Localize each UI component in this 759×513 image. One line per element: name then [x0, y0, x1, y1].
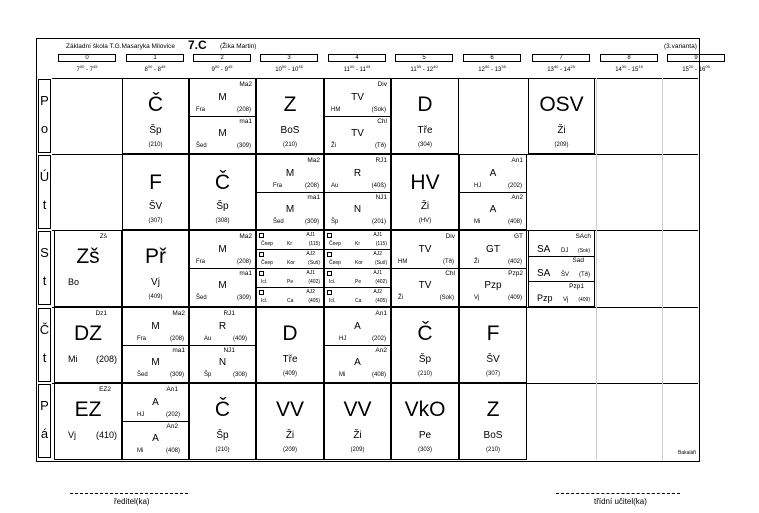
room: (307)	[148, 218, 163, 224]
room: (208)	[304, 183, 319, 189]
room: (309)	[169, 372, 184, 378]
day-letter: t	[42, 350, 47, 365]
lesson-fri-0[interactable]	[54, 383, 122, 460]
group-label: Ma2	[239, 81, 252, 88]
group-label: Ma2	[307, 157, 320, 164]
group-label: AJ2	[373, 251, 382, 257]
lesson-tue-3[interactable]	[256, 154, 324, 230]
teacher: Kor	[355, 260, 363, 266]
teacher: Šp	[204, 372, 212, 378]
lesson-wed-7[interactable]	[528, 230, 595, 307]
subject: A	[354, 357, 361, 368]
subject: R	[218, 321, 227, 332]
group-label: Zš	[99, 233, 107, 240]
teacher: DJ	[561, 248, 569, 254]
group-label: AJ1	[373, 270, 382, 276]
teacher: Pe	[287, 279, 294, 285]
room: (304)	[417, 142, 432, 148]
group-label: ma1	[239, 118, 252, 125]
teacher: HM	[398, 259, 408, 265]
teacher: Kr	[287, 241, 292, 247]
room: (208)	[169, 336, 184, 342]
subject: M	[218, 244, 227, 255]
lesson-fri-4[interactable]	[324, 383, 391, 460]
period-number-7: 7	[532, 54, 590, 62]
lesson-tue-4[interactable]	[324, 154, 391, 230]
checkbox-icon	[327, 252, 332, 257]
subject-code: Icl.	[261, 298, 268, 304]
lesson-mon-1[interactable]	[122, 78, 189, 154]
room: (210)	[485, 447, 500, 453]
lesson-fri-2[interactable]	[189, 383, 256, 460]
teacher: BoS	[280, 125, 300, 136]
teacher: Fra	[137, 336, 146, 342]
room: (201)	[371, 219, 386, 225]
subject: Č	[214, 171, 231, 194]
subject-code: Icl.	[329, 298, 336, 304]
room: (409)	[232, 336, 247, 342]
room: (210)	[215, 447, 230, 453]
group-label: Pzp1	[569, 283, 584, 290]
lesson-wed-6[interactable]	[459, 230, 527, 307]
lesson-fri-1[interactable]	[122, 383, 189, 460]
lesson-mon-4[interactable]	[324, 78, 391, 154]
lesson-wed-4[interactable]	[324, 230, 391, 307]
subject: N	[218, 357, 227, 368]
room: (40ß)	[371, 183, 386, 189]
room: (309)	[304, 219, 319, 225]
lesson-tue-6[interactable]	[459, 154, 527, 230]
lesson-wed-3[interactable]	[256, 230, 324, 307]
teacher: Vj	[474, 295, 480, 301]
room: (408)	[371, 372, 386, 378]
subject: A	[354, 321, 361, 332]
period-time-2: $9^{00} - 9^{45}$	[211, 64, 233, 73]
lesson-wed-0[interactable]	[54, 230, 122, 307]
teacher: Pe	[355, 279, 362, 285]
subject: N	[353, 204, 362, 215]
class-teacher: (Žika Martin)	[220, 43, 257, 50]
period-number-9: 9	[667, 54, 725, 62]
teacher: Šp	[216, 430, 229, 441]
subject: GT	[486, 244, 500, 255]
lesson-fri-3[interactable]	[256, 383, 324, 460]
subject: Z	[486, 398, 500, 421]
period-number-5: 5	[395, 54, 453, 62]
period-time-0: $7^{00} - 7^{45}$	[76, 64, 98, 73]
subject: TV	[418, 244, 432, 255]
room: (308)	[232, 372, 247, 378]
teacher: Kor	[287, 260, 295, 266]
lesson-thu-6[interactable]	[459, 307, 527, 383]
subject: F	[149, 171, 162, 194]
subject: A	[489, 204, 497, 215]
subject: VV	[343, 398, 372, 421]
teacher: Vj	[151, 277, 160, 288]
lesson-mon-5[interactable]	[391, 78, 459, 154]
subject: Z	[283, 93, 297, 116]
checkbox-icon	[259, 252, 264, 257]
group-label: SAch	[575, 233, 591, 240]
period-time-5: $11^{55} - 12^{40}$	[410, 64, 438, 73]
group-label: AJ2	[306, 289, 315, 295]
subject: TV	[418, 280, 432, 291]
room: (309)	[236, 143, 251, 149]
teacher: Mi	[474, 219, 481, 225]
lesson-thu-0[interactable]	[54, 307, 122, 383]
teacher: HJ	[474, 183, 482, 189]
room: (307)	[485, 371, 500, 377]
teacher: Šp	[331, 219, 339, 225]
teacher: Tře	[282, 354, 298, 365]
day-letter: Ú	[39, 169, 50, 184]
room: (208)	[236, 259, 251, 265]
subject: SA	[537, 244, 551, 255]
day-box	[38, 384, 51, 458]
teacher: ŠV	[561, 272, 570, 278]
teacher: Tře	[417, 125, 433, 136]
period-time-1: $8^{00} - 8^{45}$	[144, 64, 166, 73]
checkbox-icon	[327, 290, 332, 295]
room: (308)	[215, 218, 230, 224]
day-letter: o	[40, 121, 49, 136]
subject: M	[151, 357, 160, 368]
software-mark: Bakaláři	[678, 450, 697, 456]
teacher: Fra	[196, 107, 205, 113]
room: (208)	[95, 354, 117, 364]
checkbox-icon	[259, 290, 264, 295]
day-letter: P	[40, 398, 49, 413]
signature-class-teacher: třídní učitel(ka)	[594, 497, 647, 506]
period-number-8: 8	[600, 54, 658, 62]
group-label: Chl	[445, 270, 455, 277]
lesson-tue-5[interactable]	[391, 154, 459, 230]
group-label: NJ1	[375, 194, 387, 201]
teacher: Kr	[355, 241, 360, 247]
lesson-fri-6[interactable]	[459, 383, 527, 460]
group-label: RJ1	[223, 310, 235, 317]
room: (202)	[507, 183, 522, 189]
room: (208)	[236, 107, 251, 113]
group-label: An2	[166, 423, 178, 430]
room: (210)	[282, 142, 297, 148]
room: (409)	[507, 295, 522, 301]
checkbox-icon	[259, 271, 264, 276]
room: (303)	[417, 447, 432, 453]
lesson-wed-5[interactable]	[391, 230, 459, 307]
subject-code: Čeep	[329, 260, 341, 266]
room: (Sok)	[371, 107, 386, 113]
lesson-thu-2[interactable]	[189, 307, 256, 383]
room: (209)	[282, 447, 297, 453]
room: (408)	[507, 219, 522, 225]
lesson-thu-3[interactable]	[256, 307, 324, 383]
teacher: Au	[331, 183, 339, 189]
group-label: An1	[375, 310, 387, 317]
lesson-thu-1[interactable]	[122, 307, 189, 383]
teacher: Šed	[137, 372, 148, 378]
subject-code: Icl.	[261, 279, 268, 285]
room: (Suš)	[375, 260, 387, 266]
subject: M	[285, 168, 295, 179]
group-label: Ma2	[172, 310, 185, 317]
subject: Př	[145, 245, 166, 268]
subject: A	[489, 168, 497, 179]
group-label: Sad	[572, 257, 584, 264]
group-label: Div	[445, 233, 455, 240]
teacher: ŠV	[148, 201, 163, 212]
room: (Sok)	[578, 248, 590, 254]
room: (209)	[350, 447, 365, 453]
teacher: Ca	[287, 298, 294, 304]
room: (115)	[375, 241, 387, 247]
subject: A	[152, 397, 159, 408]
period-time-9: $15^{20} - 16^{05}$	[682, 64, 710, 73]
day-letter: P	[40, 93, 49, 108]
subject: D	[282, 322, 298, 345]
room: (115)	[308, 241, 320, 247]
teacher: Mi	[68, 354, 78, 364]
teacher: HJ	[339, 336, 347, 342]
subject: M	[218, 128, 227, 139]
room: (209)	[554, 142, 569, 148]
room: (HV)	[418, 218, 432, 224]
subject: A	[152, 433, 159, 444]
day-letter: á	[40, 426, 49, 441]
teacher: HJ	[137, 412, 145, 418]
subject: Č	[417, 322, 433, 345]
subject: VV	[275, 398, 304, 421]
room: (409)	[282, 371, 297, 377]
room: (Tð)	[579, 272, 590, 278]
group-label: An1	[166, 386, 178, 393]
day-letter: S	[40, 245, 49, 260]
period-number-2: 2	[193, 54, 251, 62]
subject: F	[486, 322, 500, 345]
room: (402)	[507, 259, 522, 265]
subject: Pzp	[537, 293, 553, 303]
room: (210)	[148, 142, 163, 148]
lesson-mon-7[interactable]	[528, 78, 595, 154]
lesson-wed-1[interactable]	[122, 230, 189, 307]
room: (309)	[236, 295, 251, 301]
day-box	[38, 155, 51, 229]
teacher: Ži	[398, 295, 403, 301]
subject-code: Čeep	[329, 241, 341, 247]
subject: VkO	[404, 398, 446, 421]
lesson-thu-5[interactable]	[391, 307, 459, 383]
lesson-fri-5[interactable]	[391, 383, 459, 460]
teacher: Šed	[196, 295, 207, 301]
room: (408)	[165, 448, 180, 454]
group-label: ma1	[172, 347, 185, 354]
period-number-3: 3	[260, 54, 318, 62]
class-name: 7.C	[188, 38, 207, 52]
teacher: Ži	[353, 430, 362, 441]
checkbox-icon	[327, 271, 332, 276]
group-label: An2	[375, 347, 387, 354]
room: (Suš)	[308, 260, 320, 266]
subject: Pzp	[484, 280, 502, 291]
group-label: AJ2	[306, 251, 315, 257]
teacher: Mi	[339, 372, 346, 378]
room: (402)	[308, 279, 320, 285]
teacher: Šed	[196, 143, 207, 149]
subject-code: Icl.	[329, 279, 336, 285]
room: (405)	[308, 298, 320, 304]
checkbox-icon	[327, 233, 332, 238]
teacher: Šp	[149, 125, 162, 136]
room: (409)	[578, 297, 590, 303]
period-time-6: $12^{50} - 13^{35}$	[478, 64, 506, 73]
group-label: RJ1	[375, 157, 387, 164]
period-time-4: $11^{00} - 11^{45}$	[343, 64, 371, 73]
room: (Tð)	[375, 143, 386, 149]
subject: Zš	[76, 245, 100, 268]
subject: M	[218, 92, 227, 103]
teacher: Ži	[420, 201, 430, 212]
subject: Č	[147, 93, 164, 116]
room: (202)	[371, 336, 386, 342]
lesson-mon-3[interactable]	[256, 78, 324, 154]
teacher: Šp	[216, 201, 229, 212]
day-letter: t	[42, 197, 47, 212]
teacher: Šed	[273, 219, 284, 225]
school-name: Základní škola T.G.Masaryka Milovice	[66, 43, 175, 50]
day-letter: Č	[39, 322, 50, 337]
group-label: AJ1	[306, 232, 315, 238]
subject-code: Čeep	[261, 241, 273, 247]
subject: R	[353, 168, 362, 179]
group-label: Chl	[377, 118, 387, 125]
teacher: Ži	[285, 430, 295, 441]
period-number-0: 0	[58, 54, 116, 62]
subject: M	[218, 280, 227, 291]
room: (409)	[148, 294, 163, 300]
group-label: An2	[511, 194, 523, 201]
group-label: EZ2	[99, 386, 111, 393]
group-label: ma1	[307, 194, 320, 201]
lesson-wed-2[interactable]	[189, 230, 256, 307]
subject-code: Čeep	[261, 260, 273, 266]
day-box	[38, 79, 51, 153]
group-label: AJ1	[306, 270, 315, 276]
room: (402)	[375, 279, 387, 285]
room: (Tð)	[443, 259, 454, 265]
group-label: Pzp2	[508, 270, 523, 277]
subject: EZ	[74, 398, 102, 421]
period-time-7: $13^{40} - 14^{25}$	[547, 64, 575, 73]
period-number-1: 1	[126, 54, 184, 62]
group-label: AJ2	[373, 289, 382, 295]
subject: OSV	[539, 93, 584, 116]
period-number-6: 6	[463, 54, 521, 62]
period-time-8: $14^{30} - 15^{15}$	[615, 64, 643, 73]
day-box	[38, 308, 51, 382]
group-label: NJ1	[223, 347, 235, 354]
teacher: Vj	[563, 297, 569, 303]
teacher: Fra	[273, 183, 282, 189]
group-label: Ma2	[239, 233, 252, 240]
subject: DZ	[74, 322, 102, 345]
teacher: Au	[204, 336, 212, 342]
period-number-4: 4	[328, 54, 386, 62]
subject: D	[417, 93, 433, 116]
day-box	[38, 231, 51, 305]
teacher: Bo	[68, 277, 80, 287]
subject: Č	[214, 398, 231, 421]
teacher: ŠV	[486, 354, 500, 365]
variant-label: (3.varianta)	[664, 43, 697, 50]
teacher: Ži	[331, 143, 336, 149]
lesson-mon-2[interactable]	[189, 78, 256, 154]
room: (Sok)	[439, 295, 454, 301]
teacher: HM	[331, 107, 341, 113]
subject: TV	[351, 128, 364, 139]
subject: M	[151, 321, 160, 332]
checkbox-icon	[259, 233, 264, 238]
room: (405)	[375, 298, 387, 304]
teacher: Šp	[418, 354, 432, 365]
teacher: Mi	[137, 448, 144, 454]
room: (210)	[417, 371, 432, 377]
subject: M	[285, 204, 295, 215]
teacher: Ži	[557, 125, 566, 136]
teacher: BoS	[483, 430, 503, 441]
lesson-tue-1[interactable]	[122, 154, 189, 230]
group-label: AJ1	[373, 232, 382, 238]
lesson-tue-2[interactable]	[189, 154, 256, 230]
lesson-thu-4[interactable]	[324, 307, 391, 383]
teacher: Pe	[418, 430, 432, 441]
group-label: ma1	[239, 270, 252, 277]
teacher: Vj	[68, 430, 77, 440]
group-label: Dz1	[95, 310, 107, 317]
room: (202)	[165, 412, 180, 418]
group-label: An1	[511, 157, 523, 164]
subject: TV	[351, 92, 364, 103]
period-time-3: $10^{00} - 10^{45}$	[275, 64, 303, 73]
teacher: Ži	[474, 259, 479, 265]
signature-principal: ředitel(ka)	[114, 497, 150, 506]
subject: HV	[410, 171, 440, 194]
group-label: GT	[513, 233, 523, 240]
subject: SA	[537, 268, 551, 279]
teacher: Fra	[196, 259, 205, 265]
day-letter: t	[42, 273, 47, 288]
group-label: Div	[377, 81, 387, 88]
teacher: Ca	[355, 298, 362, 304]
room: (410)	[95, 430, 117, 440]
